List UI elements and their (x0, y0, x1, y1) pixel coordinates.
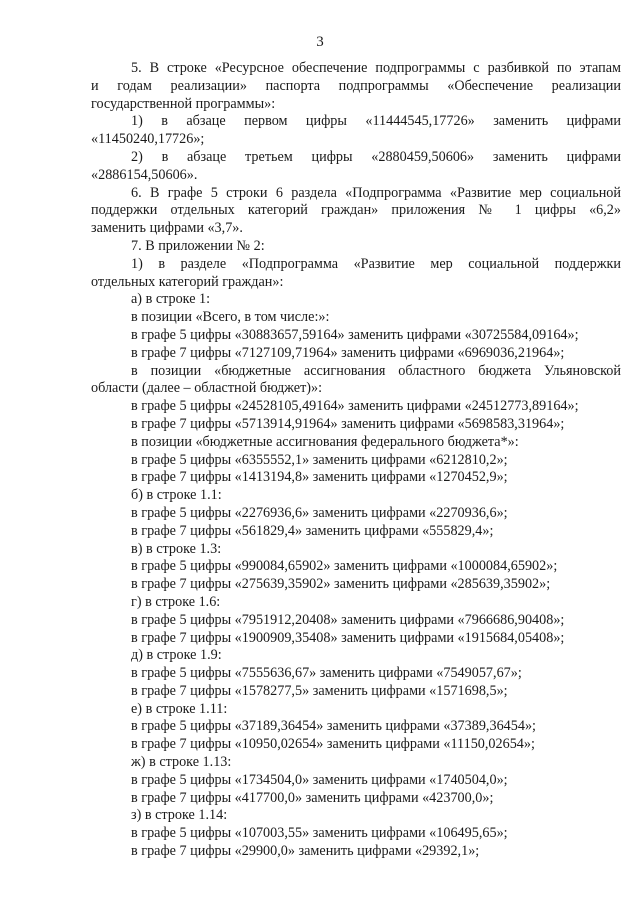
document-line: з) в строке 1.14: (131, 807, 228, 824)
document-line: в графе 5 цифры «2276936,6» заменить цифрами «2270936,6»; (131, 504, 508, 521)
document-line: б) в строке 1.1: (131, 487, 222, 504)
page-number: 3 (316, 34, 324, 50)
document-line: в графе 7 цифры «1900909,35408» заменить цифрами «1915684,05408»; (131, 629, 565, 646)
document-line: 6. В графе 5 строки 6 раздела «Подпрограмма «Развитие мер социальной (131, 184, 621, 201)
document-line: и годам реализации» паспорта подпрограммы «Обеспечение реализации (91, 77, 621, 94)
document-line: 1) в абзаце первом цифры «11444545,17726» заменить цифрами (131, 113, 621, 130)
document-line: в графе 5 цифры «7951912,20408» заменить цифрами «7966686,90408»; (131, 611, 565, 628)
document-line: ж) в строке 1.13: (131, 754, 232, 771)
document-line: в позиции «бюджетные ассигнования областного бюджета Ульяновской (131, 362, 621, 379)
document-line: в графе 7 цифры «561829,4» заменить цифрами «555829,4»; (131, 522, 494, 539)
document-line: 1) в разделе «Подпрограмма «Развитие мер социальной поддержки (131, 255, 621, 272)
document-line: в графе 7 цифры «417700,0» заменить цифрами «423700,0»; (131, 789, 494, 806)
document-line: в графе 7 цифры «5713914,91964» заменить цифрами «5698583,31964»; (131, 415, 565, 432)
document-line: в графе 5 цифры «990084,65902» заменить цифрами «1000084,65902»; (131, 558, 558, 575)
document-line: в) в строке 1.3: (131, 540, 222, 557)
document-line: в графе 5 цифры «7555636,67» заменить цифрами «7549057,67»; (131, 665, 522, 682)
document-line: в графе 7 цифры «1413194,8» заменить цифрами «1270452,9»; (131, 469, 508, 486)
document-line: в графе 5 цифры «6355552,1» заменить цифрами «6212810,2»; (131, 451, 508, 468)
document-line: в позиции «Всего, в том числе:»: (131, 309, 330, 326)
document-line: г) в строке 1.6: (131, 593, 221, 610)
document-line: в графе 5 цифры «24528105,49164» заменить цифрами «24512773,89164»; (131, 398, 579, 415)
document-line: д) в строке 1.9: (131, 647, 222, 664)
document-line: в графе 7 цифры «7127109,71964» заменить цифрами «6969036,21964»; (131, 344, 565, 361)
document-line: 2) в абзаце третьем цифры «2880459,50606» заменить цифрами (131, 148, 621, 165)
document-line: в графе 7 цифры «275639,35902» заменить цифрами «285639,35902»; (131, 576, 551, 593)
document-line: в позиции «бюджетные ассигнования федерального бюджета*»: (131, 433, 519, 450)
document-line: области (далее – областной бюджет)»: (91, 380, 323, 397)
document-line: 5. В строке «Ресурсное обеспечение подпрограммы с разбивкой по этапам (131, 60, 621, 76)
document-line: отдельных категорий граждан»: (91, 273, 284, 290)
document-line: в графе 7 цифры «1578277,5» заменить цифрами «1571698,5»; (131, 682, 508, 699)
document-line: е) в строке 1.11: (131, 700, 228, 717)
document-body (91, 60, 621, 861)
document-line: в графе 5 цифры «30883657,59164» заменить цифрами «30725584,09164»; (131, 326, 579, 343)
document-line: «2886154,50606». (91, 166, 198, 183)
document-line: «11450240,17726»; (91, 131, 205, 148)
document-line: в графе 5 цифры «1734504,0» заменить цифрами «1740504,0»; (131, 771, 508, 788)
document-line: 7. В приложении № 2: (131, 237, 265, 254)
document-line: заменить цифрами «3,7». (91, 220, 243, 237)
document-line: в графе 5 цифры «107003,55» заменить цифрами «106495,65»; (131, 825, 508, 842)
document-line: поддержки отдельных категорий граждан» приложения № 1 цифры «6,2» (91, 202, 621, 219)
document-line: государственной программы»: (91, 95, 276, 112)
document-line: а) в строке 1: (131, 291, 211, 308)
document-line: в графе 5 цифры «37189,36454» заменить цифрами «37389,36454»; (131, 718, 536, 735)
document-line: в графе 7 цифры «10950,02654» заменить цифрами «11150,02654»; (131, 736, 535, 753)
document-line: в графе 7 цифры «29900,0» заменить цифрами «29392,1»; (131, 843, 480, 860)
